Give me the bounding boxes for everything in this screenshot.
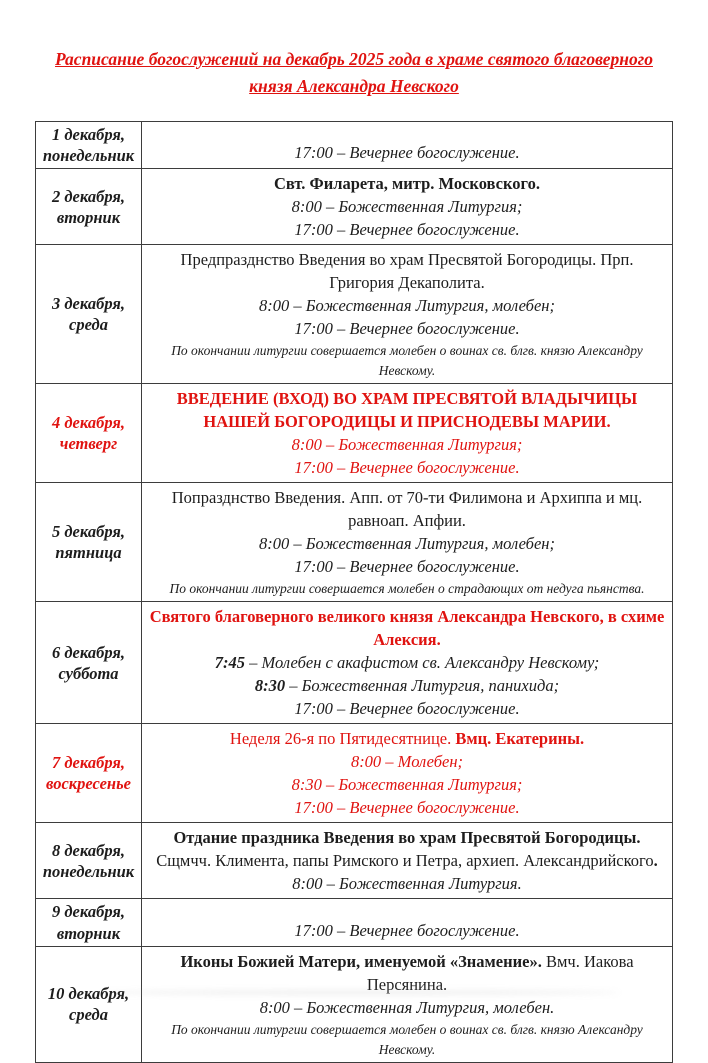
service-line bbox=[147, 826, 667, 872]
text-segment: 8:00 – Божественная Литургия, молебен; bbox=[259, 534, 555, 554]
date-line: 1 декабря, bbox=[52, 125, 125, 145]
service-line bbox=[147, 456, 667, 479]
services-cell bbox=[142, 946, 673, 1062]
table-row bbox=[36, 946, 673, 1062]
date-line: 2 декабря, bbox=[52, 186, 125, 206]
date-line: 6 декабря, bbox=[52, 642, 125, 662]
services-cell bbox=[142, 483, 673, 602]
service-line bbox=[147, 532, 667, 555]
service-line bbox=[147, 141, 667, 164]
service-line bbox=[147, 555, 667, 578]
date-cell bbox=[36, 602, 142, 724]
table-row bbox=[36, 122, 673, 169]
text-segment: Свт. Филарета, митр. Московского. bbox=[274, 174, 540, 194]
text-segment: 17:00 – Вечернее богослужение. bbox=[294, 220, 520, 240]
service-line bbox=[147, 651, 667, 674]
service-line bbox=[147, 697, 667, 720]
service-line bbox=[147, 340, 667, 380]
service-line bbox=[147, 317, 667, 340]
text-segment: 17:00 – Вечернее богослужение. bbox=[294, 699, 520, 719]
date-line: 3 декабря, bbox=[52, 294, 125, 314]
schedule-table bbox=[35, 121, 673, 1062]
date-line: суббота bbox=[58, 663, 119, 683]
date-line: понедельник bbox=[42, 146, 135, 166]
service-line bbox=[147, 727, 667, 750]
service-line bbox=[147, 750, 667, 773]
text-segment: Вмч. Иакова Персянина. bbox=[366, 951, 634, 994]
date-cell bbox=[36, 823, 142, 899]
table-row bbox=[36, 483, 673, 602]
service-line bbox=[147, 172, 667, 195]
text-segment: 8:00 – Божественная Литургия. bbox=[292, 874, 522, 894]
date-cell bbox=[36, 384, 142, 483]
service-line bbox=[147, 796, 667, 819]
text-segment: 8:00 – Молебен; bbox=[350, 752, 464, 772]
table-row bbox=[36, 899, 673, 946]
service-line bbox=[147, 950, 667, 996]
text-segment: 7:45 bbox=[214, 653, 246, 673]
text-segment: Попразднство Введения. Апп. от 70-ти Филимона и Архиппа и мц. равноап. Апфии. bbox=[171, 488, 643, 531]
date-line: воскресенье bbox=[46, 774, 131, 794]
schedule-body bbox=[36, 122, 673, 1062]
text-segment: По окончании литургии совершается молебен о страдающих от недуга пьянства. bbox=[169, 581, 645, 597]
service-line bbox=[147, 195, 667, 218]
text-segment: 17:00 – Вечернее богослужение. bbox=[294, 319, 520, 339]
table-row bbox=[36, 384, 673, 483]
services-cell bbox=[142, 899, 673, 946]
date-cell bbox=[36, 169, 142, 245]
date-line: 7 декабря, bbox=[52, 753, 125, 773]
text-segment: . bbox=[653, 851, 658, 871]
service-line bbox=[147, 387, 667, 433]
text-segment: 17:00 – Вечернее богослужение. bbox=[294, 920, 520, 940]
text-segment: По окончании литургии совершается молебен о воинах св. блгв. князю Александру Невскому. bbox=[171, 1021, 643, 1057]
services-cell bbox=[142, 245, 673, 384]
text-segment: По окончании литургии совершается молебен о воинах св. блгв. князю Александру Невскому. bbox=[171, 343, 643, 379]
table-row bbox=[36, 602, 673, 724]
services-cell bbox=[142, 602, 673, 724]
text-segment: Святого благоверного великого князя Александра Невского, в схиме Алексия. bbox=[149, 607, 665, 650]
date-line: вторник bbox=[56, 923, 121, 943]
text-segment: 17:00 – Вечернее богослужение. bbox=[294, 798, 520, 818]
date-line: вторник bbox=[56, 207, 121, 227]
date-line: четверг bbox=[59, 434, 118, 454]
text-segment: Неделя 26-я по Пятидесятнице. bbox=[229, 729, 456, 749]
service-line bbox=[147, 218, 667, 241]
services-cell bbox=[142, 384, 673, 483]
text-segment: 8:00 – Божественная Литургия, молебен; bbox=[259, 296, 555, 316]
table-row bbox=[36, 823, 673, 899]
service-line bbox=[147, 433, 667, 456]
text-segment: 17:00 – Вечернее богослужение. bbox=[294, 143, 520, 163]
text-segment: 8:30 – Божественная Литургия; bbox=[291, 775, 523, 795]
text-segment: 8:30 bbox=[254, 676, 286, 696]
text-segment: Предпразднство Введения во храм Пресвятой Богородицы. Прп. Григория Декаполита. bbox=[180, 250, 634, 293]
service-line bbox=[147, 919, 667, 942]
date-line: 9 декабря, bbox=[52, 902, 125, 922]
text-segment: 17:00 – Вечернее богослужение. bbox=[294, 458, 520, 478]
table-row bbox=[36, 724, 673, 823]
service-line bbox=[147, 578, 667, 598]
date-cell bbox=[36, 899, 142, 946]
scan-edge-artifact bbox=[100, 990, 620, 995]
text-segment: Иконы Божией Матери, именуемой «Знамение». bbox=[180, 951, 542, 971]
date-line: 4 декабря, bbox=[52, 413, 125, 433]
date-line: пятница bbox=[55, 543, 122, 563]
date-cell bbox=[36, 724, 142, 823]
text-segment: 8:00 – Божественная Литургия; bbox=[291, 435, 523, 455]
service-line bbox=[147, 773, 667, 796]
date-line: среда bbox=[69, 315, 108, 335]
text-segment: – Божественная Литургия, панихида; bbox=[285, 676, 560, 696]
text-segment: – Молебен с акафистом св. Александру Невскому; bbox=[245, 653, 600, 673]
services-cell bbox=[142, 724, 673, 823]
text-segment: Отдание праздника Введения во храм Пресвятой Богородицы. bbox=[173, 828, 641, 848]
table-row bbox=[36, 169, 673, 245]
text-segment: ВВЕДЕНИЕ (ВХОД) ВО ХРАМ ПРЕСВЯТОЙ ВЛАДЫЧИЦЫ НАШЕЙ БОГОРОДИЦЫ И ПРИСНОДЕВЫ МАРИИ. bbox=[176, 389, 638, 432]
document-title-text: Расписание богослужений на декабрь 2025 года в храме святого благоверного князя Александра Невского bbox=[55, 49, 653, 97]
text-segment: 8:00 – Божественная Литургия, молебен. bbox=[259, 997, 555, 1017]
services-cell bbox=[142, 823, 673, 899]
service-line bbox=[147, 674, 667, 697]
service-line bbox=[147, 486, 667, 532]
document-title bbox=[32, 46, 676, 100]
text-segment: Сщмчч. Климента, папы Римского и Петра, архиеп. Александрийского bbox=[156, 851, 654, 871]
service-line bbox=[147, 248, 667, 294]
service-line bbox=[147, 1019, 667, 1059]
service-line bbox=[147, 872, 667, 895]
date-line: среда bbox=[69, 1005, 108, 1025]
service-line bbox=[147, 996, 667, 1019]
text-segment: 17:00 – Вечернее богослужение. bbox=[294, 557, 520, 577]
date-cell bbox=[36, 245, 142, 384]
text-segment: 8:00 – Божественная Литургия; bbox=[291, 197, 523, 217]
service-line bbox=[147, 294, 667, 317]
date-line: понедельник bbox=[42, 861, 135, 881]
date-line: 8 декабря, bbox=[52, 840, 125, 860]
services-cell bbox=[142, 169, 673, 245]
date-cell bbox=[36, 483, 142, 602]
date-line: 5 декабря, bbox=[52, 522, 125, 542]
date-cell bbox=[36, 946, 142, 1062]
services-cell bbox=[142, 122, 673, 169]
service-line bbox=[147, 605, 667, 651]
date-line: 10 декабря, bbox=[47, 984, 130, 1004]
table-row bbox=[36, 245, 673, 384]
text-segment: Вмц. Екатерины. bbox=[455, 729, 585, 749]
date-cell bbox=[36, 122, 142, 169]
